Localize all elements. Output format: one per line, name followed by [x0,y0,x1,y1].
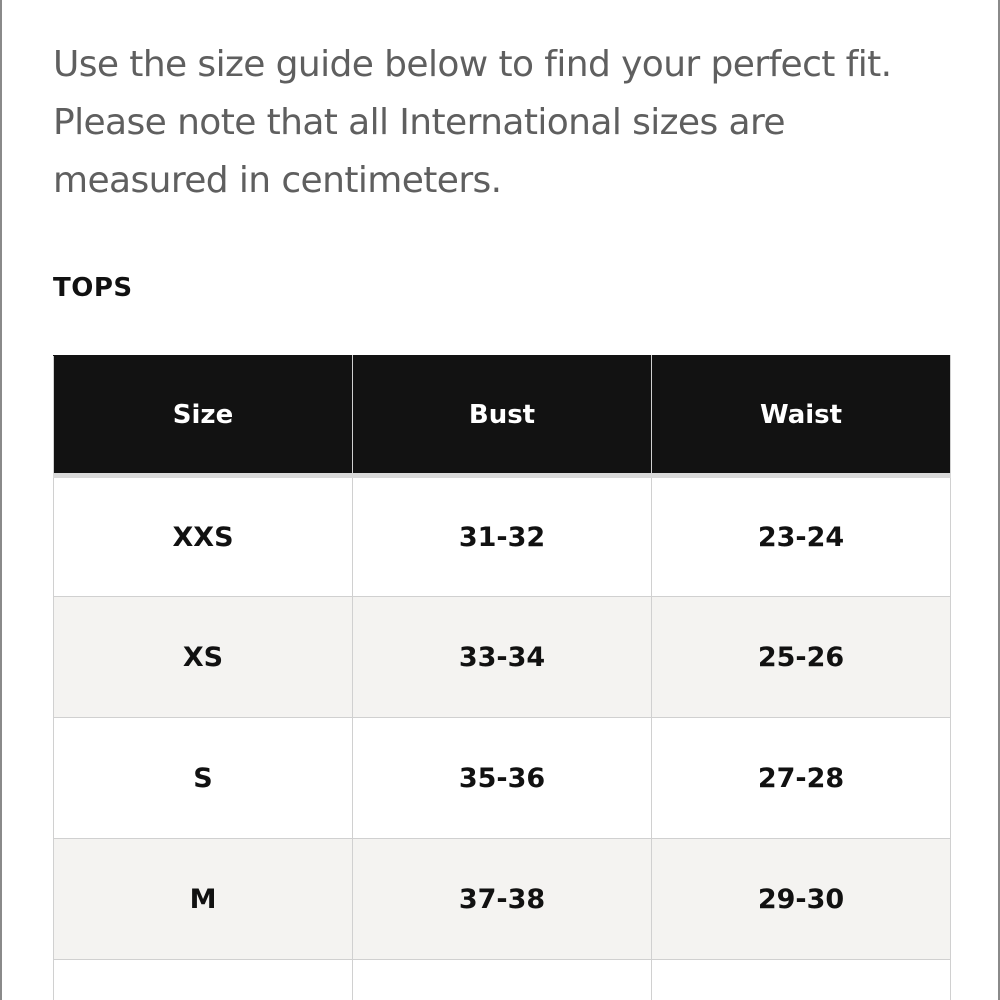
intro-line-3: measured in centimeters. [53,160,502,201]
cell-size: S [54,718,353,839]
table-row [54,476,951,597]
table-row [54,839,951,960]
cell-size: XXS [54,476,353,597]
intro-line-1: Use the size guide below to find your perfect fit. [53,44,892,85]
header-waist: Waist [652,356,951,476]
cell-waist: 25-26 [652,597,951,718]
table-header-row [54,356,951,476]
cell-size: XS [54,597,353,718]
cell-waist: 27-28 [652,718,951,839]
tops-size-table [53,355,951,1000]
cell-bust: 31-32 [353,476,652,597]
table-row [54,960,951,1000]
table-row [54,597,951,718]
intro-line-2: Please note that all International sizes are [53,102,785,143]
cell-waist: 23-24 [652,476,951,597]
cell-waist [652,960,951,1000]
tops-heading: TOPS [53,273,133,303]
cell-size: M [54,839,353,960]
header-size: Size [54,356,353,476]
cell-size [54,960,353,1000]
table-row [54,718,951,839]
header-bust: Bust [353,356,652,476]
cell-waist: 29-30 [652,839,951,960]
cell-bust [353,960,652,1000]
cell-bust: 37-38 [353,839,652,960]
cell-bust: 33-34 [353,597,652,718]
cell-bust: 35-36 [353,718,652,839]
size-guide-intro [53,36,953,210]
